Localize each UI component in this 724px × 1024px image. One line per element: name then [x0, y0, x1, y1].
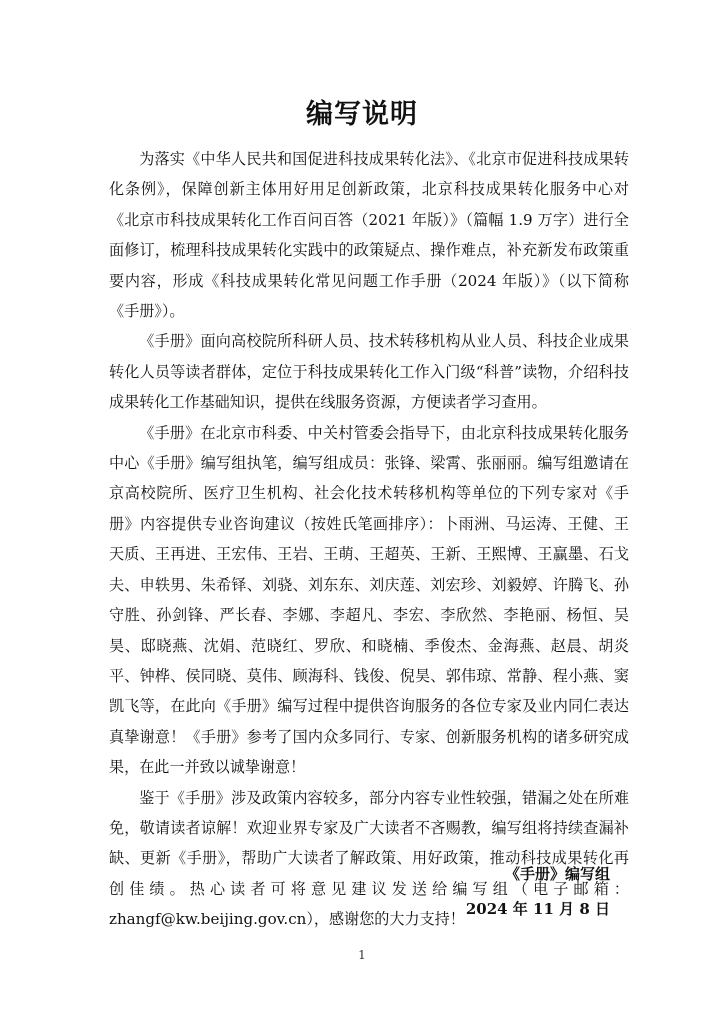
- paragraph-acknowledgements: 《手册》在北京市科委、中关村管委会指导下，由北京科技成果转化服务中心《手册》编写组执笔，编写组成员：张锋、梁霄、张丽丽。编写组邀请在京高校院所、医疗卫生机构、社会化技术转移机构等单位的下列专家对《手册》内容提供专业咨询建议（按姓氏笔画排序）：卜雨洲、马运涛、王健、王天质、王再进、王宏伟、王岩、王萌、王超英、王新、王熙博、王赢墨、石戈夫、申轶男、朱希铎、刘骁、刘东东、刘庆莲、刘宏珍、刘毅婷、许腾飞、孙守胜、孙剑锋、严长春、李娜、李超凡、李宏、李欣然、李艳丽、杨恒、吴昊、邸晓燕、沈娟、范晓红、罗欣、和晓楠、季俊杰、金海燕、赵晨、胡炎平、钟桦、侯同晓、莫伟、顾海科、钱俊、倪昊、郭伟琼、常静、程小燕、窦凯飞等，在此向《手册》编写过程中提供咨询服务的各位专家及业内同仁表达真挚谢意！《手册》参考了国内众多同行、专家、创新服务机构的诸多研究成果，在此一并致以诚挚谢意！: [109, 423, 629, 777]
- page-title: 编写说明: [306, 99, 418, 130]
- page-number: 1: [358, 948, 366, 962]
- signature-author: 《手册》编写组: [504, 865, 610, 883]
- paragraph-feedback: 鉴于《手册》涉及政策内容较多，部分内容专业性较强，错漏之处在所难免，敬请读者谅解！欢迎业界专家及广大读者不吝赐教，编写组将持续查漏补缺、更新《手册》，帮助广大读者了解政策、用好政策，推动科技成果转化再创佳绩。热心读者可将意见建议发送给编写组（电子邮箱：zhangf@kw.beijing.gov.cn），感谢您的大力支持！: [109, 788, 629, 929]
- signature-date: 2024 年 11 月 8 日: [465, 900, 610, 918]
- document-body: [109, 144, 629, 935]
- paragraph-audience: 《手册》面向高校院所科研人员、技术转移机构从业人员、科技企业成果转化人员等读者群体，定位于科技成果转化工作入门级“科普”读物，介绍科技成果转化工作基础知识，提供在线服务资源，方便读者学习查用。: [109, 332, 629, 412]
- paragraph-purpose: 为落实《中华人民共和国促进科技成果转化法》、《北京市促进科技成果转化条例》，保障创新主体用好用足创新政策，北京科技成果转化服务中心对《北京市科技成果转化工作百问百答（2021 年版）》（篇幅 1.9 万字）进行全面修订，梳理科技成果转化实践中的政策疑点、操作难点，补充新发布政策重要内容，形成《科技成果转化常见问题工作手册（2024 年版）》（以下简称《手册》）。: [109, 150, 629, 321]
